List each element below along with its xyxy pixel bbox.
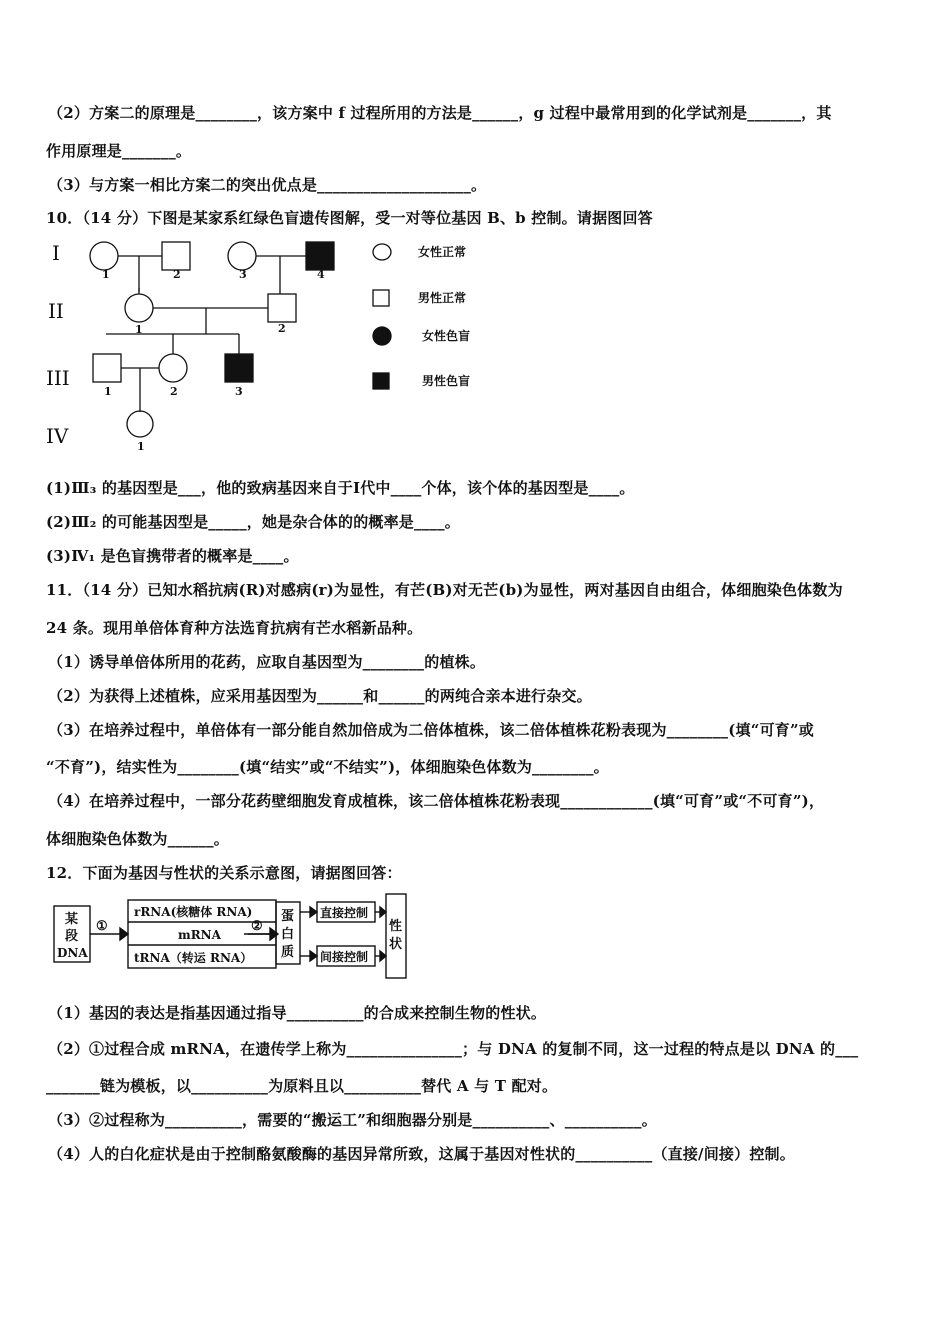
mrna-label: mRNA: [178, 928, 221, 942]
dna-box-text-2: 段: [65, 929, 79, 944]
q9-part2-line2: 作用原理是_______。: [46, 142, 192, 160]
q10-stem: [46, 207, 653, 228]
i2-male-normal: [162, 242, 190, 270]
q9-part2-line1: （2）方案二的原理是________，该方案中 f 过程所用的方法是______，g 过程中最常用到的化学试剂是_______，其: [48, 104, 832, 122]
q12-question4: （4）人的白化症状是由于控制酪氨酸酶的基因异常所致，这属于基因对性状的__________（直接/间接）控制。: [48, 1145, 795, 1163]
q11-question4-line1: （4）在培养过程中，一部分花药壁细胞发育成植株，该二倍体植株花粉表现____________(填“可育”或“不可育”)，: [48, 792, 825, 810]
q11-question4-line2: 体细胞染色体数为______。: [46, 830, 230, 848]
q12-question2-line1: （2）①过程合成 mRNA，在遗传学上称为_______________；与 DNA 的复制不同，这一过程的特点是以 DNA 的___: [48, 1040, 859, 1058]
i2-number: 2: [173, 268, 181, 281]
legend-male-colorblind: 男性色盲: [422, 374, 471, 388]
legend-female-colorblind-icon: [373, 327, 391, 345]
q12-question1: （1）基因的表达是指基因通过指导__________的合成来控制生物的性状。: [48, 1004, 547, 1022]
q9-part3: （3）与方案一相比方案二的突出优点是____________________。: [48, 176, 487, 194]
ii2-number: 2: [278, 322, 286, 335]
q11-stem-line1: 11．（14 分）已知水稻抗病(R)对感病(r)为显性，有芒(B)对无芒(b)为显性，两对基因自由组合，体细胞染色体数为: [46, 581, 843, 599]
i3-female-normal: [228, 242, 256, 270]
q11-question3-line2: “不育”)，结实性为________(填“结实”或“不结实”)，体细胞染色体数为________。: [46, 758, 609, 776]
trait-box: [386, 894, 406, 978]
dna-box-text-3: DNA: [57, 946, 88, 960]
legend-male-normal: 男性正常: [418, 291, 467, 305]
q12-question3: （3）②过程称为__________，需要的“搬运工”和细胞器分别是__________、__________。: [48, 1111, 657, 1129]
q11-stem-line2: 24 条。现用单倍体育种方法选育抗病有芒水稻新品种。: [46, 619, 423, 637]
protein-text-2: 白: [281, 927, 295, 942]
legend-male-normal-icon: [373, 290, 389, 306]
generation-label-4: IV: [46, 424, 69, 448]
iii1-number: 1: [104, 385, 112, 398]
q11-question1: （1）诱导单倍体所用的花药，应取自基因型为________的植株。: [48, 653, 486, 671]
q11-question2: （2）为获得上述植株，应采用基因型为______和______的两纯合亲本进行杂交。: [48, 687, 592, 705]
iii1-male-normal: [93, 354, 121, 382]
iii3-male-colorblind: [225, 354, 253, 382]
iv1-female-normal: [127, 411, 153, 437]
trait-text-1: 性: [389, 919, 403, 934]
generation-label-3: III: [46, 366, 70, 390]
ii1-female-normal: [125, 294, 153, 322]
q12-stem: 12．下面为基因与性状的关系示意图，请据图回答：: [46, 864, 402, 882]
iii2-female-normal: [159, 354, 187, 382]
q10-question1: (1)Ⅲ₃ 的基因型是___，他的致病基因来自于Ⅰ代中____个体，该个体的基因型是____。: [46, 479, 635, 497]
iii3-number: 3: [235, 385, 243, 398]
pedigree-chart: [40, 232, 500, 457]
q12-question2-line2: _______链为模板，以__________为原料且以__________替代 A 与 T 配对。: [46, 1077, 558, 1095]
gene-trait-diagram: [50, 890, 420, 986]
i1-female-normal: [90, 242, 118, 270]
iii2-number: 2: [170, 385, 178, 398]
trait-text-2: 状: [389, 937, 403, 952]
q10-question2: (2)Ⅲ₂ 的可能基因型是_____，她是杂合体的的概率是____。: [46, 513, 460, 531]
step-2-label: ②: [251, 919, 263, 934]
i4-number: 4: [317, 268, 325, 281]
step-1-label: ①: [96, 919, 108, 934]
legend-female-normal-icon: [373, 244, 391, 260]
ii2-male-normal: [268, 294, 296, 322]
i4-male-colorblind: [306, 242, 334, 270]
i3-number: 3: [239, 268, 247, 281]
protein-text-1: 蛋: [281, 909, 295, 924]
i1-number: 1: [102, 268, 110, 281]
iv1-number: 1: [137, 440, 145, 453]
direct-control-label: 直接控制: [320, 906, 369, 920]
trna-label: tRNA（转运 RNA）: [134, 951, 253, 965]
indirect-control-label: 间接控制: [320, 950, 369, 964]
generation-label-2: II: [48, 299, 64, 323]
rrna-label: rRNA(核糖体 RNA): [134, 905, 253, 919]
generation-label-1: I: [52, 241, 60, 265]
legend-female-normal: 女性正常: [418, 245, 467, 259]
ii1-number: 1: [135, 323, 143, 336]
dna-box-text-1: 某: [65, 912, 79, 927]
q10-question3: (3)Ⅳ₁ 是色盲携带者的概率是____。: [46, 547, 299, 565]
protein-text-3: 质: [281, 945, 295, 960]
legend-male-colorblind-icon: [373, 373, 389, 389]
q10-stem-text: 10．（14 分）下图是某家系红绿色盲遗传图解，受一对等位基因 B、b 控制。请据图回答: [46, 209, 653, 227]
q11-question3-line1: （3）在培养过程中，单倍体有一部分能自然加倍成为二倍体植株，该二倍体植株花粉表现为________(填“可育”或: [48, 721, 814, 739]
legend-female-colorblind: 女性色盲: [422, 329, 471, 343]
